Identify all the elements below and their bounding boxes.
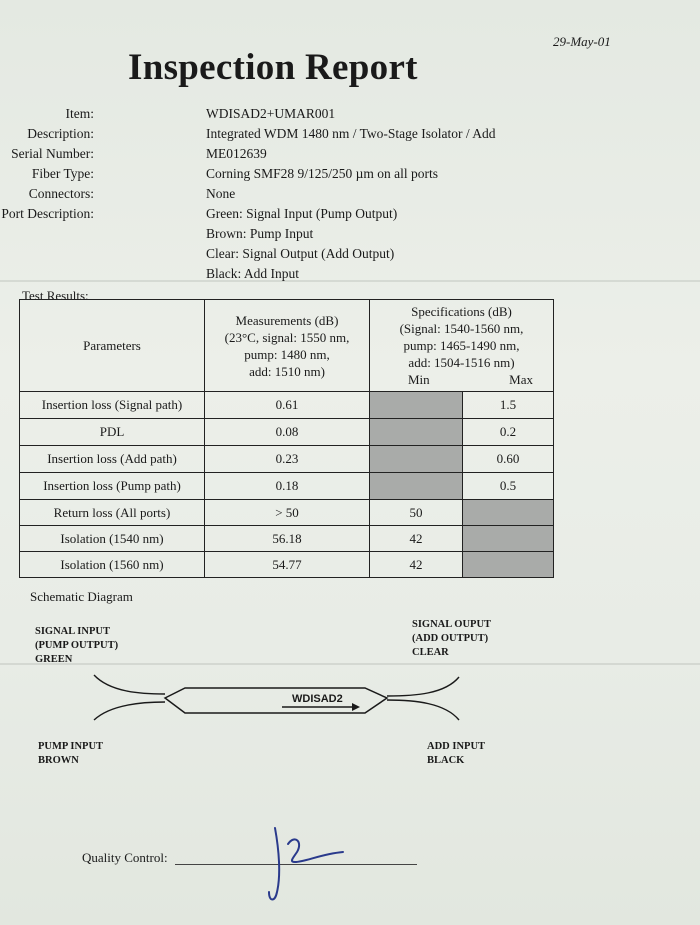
table-header-row <box>20 300 554 392</box>
min-header: Min <box>408 372 430 387</box>
info-row <box>0 106 600 126</box>
page-title: Inspection Report <box>128 47 418 88</box>
table-row <box>20 473 554 500</box>
pump-input-label: PUMP INPUT BROWN <box>38 741 104 766</box>
min-cell <box>370 473 463 500</box>
max-cell: 0.5 <box>463 473 554 500</box>
param-cell: Isolation (1540 nm) <box>20 526 205 552</box>
table-row <box>20 419 554 446</box>
measurements-header <box>205 300 370 392</box>
measured-cell: 0.18 <box>205 473 370 500</box>
test-results-label: Test Results: <box>22 288 89 303</box>
max-cell <box>463 526 554 552</box>
info-label: Item: <box>65 106 94 121</box>
info-value: Integrated WDM 1480 nm / Two-Stage Isolator / Add <box>206 126 496 141</box>
param-cell: Insertion loss (Pump path) <box>20 473 205 500</box>
signal-input-fiber <box>94 675 165 694</box>
schematic-diagram <box>0 600 700 750</box>
table-row <box>20 392 554 419</box>
param-cell: PDL <box>20 419 205 446</box>
measured-cell: > 50 <box>205 500 370 526</box>
info-label: Serial Number: <box>11 146 94 161</box>
param-cell: Insertion loss (Add path) <box>20 446 205 473</box>
max-cell <box>463 552 554 578</box>
measured-cell: 54.77 <box>205 552 370 578</box>
info-row <box>0 226 600 246</box>
measured-cell: 0.23 <box>205 446 370 473</box>
info-value: None <box>206 186 236 201</box>
info-row <box>0 126 600 146</box>
test-results-table <box>19 299 554 578</box>
info-label: Port Description: <box>1 206 94 221</box>
signal-output-fiber <box>387 677 459 696</box>
measured-cell: 0.08 <box>205 419 370 446</box>
specifications-header-line: Specifications (dB) <box>411 304 512 319</box>
info-row <box>0 146 600 166</box>
info-value: Black: Add Input <box>206 266 299 281</box>
info-value: ME012639 <box>206 146 267 161</box>
min-cell: 42 <box>370 526 463 552</box>
min-max-subheader <box>370 371 553 388</box>
signal-output-label: SIGNAL OUPUT (ADD OUTPUT) CLEAR <box>412 619 492 658</box>
param-cell: Insertion loss (Signal path) <box>20 392 205 419</box>
max-cell: 0.2 <box>463 419 554 446</box>
min-cell: 50 <box>370 500 463 526</box>
specifications-header-line: (Signal: 1540-1560 nm, <box>399 321 524 336</box>
info-label: Description: <box>27 126 94 141</box>
measurements-header-line: Measurements (dB) <box>235 312 339 328</box>
info-value: Clear: Signal Output (Add Output) <box>206 246 395 261</box>
min-cell <box>370 419 463 446</box>
measured-cell: 56.18 <box>205 526 370 552</box>
param-cell: Isolation (1560 nm) <box>20 552 205 578</box>
max-cell: 0.60 <box>463 446 554 473</box>
param-cell: Return loss (All ports) <box>20 500 205 526</box>
info-value: Corning SMF28 9/125/250 µm on all ports <box>206 166 439 181</box>
table-row <box>20 526 554 552</box>
pump-input-fiber <box>94 702 165 720</box>
measurements-header-line: (23°C, signal: 1550 nm, <box>224 329 350 345</box>
info-value: Brown: Pump Input <box>206 226 314 241</box>
info-row <box>0 266 600 286</box>
direction-arrowhead <box>352 703 360 711</box>
info-row <box>0 166 600 186</box>
min-cell: 42 <box>370 552 463 578</box>
info-row <box>0 186 600 206</box>
info-value: Green: Signal Input (Pump Output) <box>206 206 398 221</box>
min-cell <box>370 392 463 419</box>
parameters-header <box>20 300 205 392</box>
info-row <box>0 206 600 226</box>
info-value: WDISAD2+UMAR001 <box>206 106 336 121</box>
device-label: WDISAD2 <box>292 693 343 705</box>
schematic-title: Schematic Diagram <box>30 589 133 604</box>
specifications-header <box>370 300 554 392</box>
table-row <box>20 500 554 526</box>
max-header: Max <box>509 372 533 387</box>
table-row <box>20 552 554 578</box>
info-row <box>0 246 600 266</box>
table-row <box>20 446 554 473</box>
quality-control-label: Quality Control: <box>82 850 168 865</box>
info-label: Fiber Type: <box>31 166 94 181</box>
min-cell <box>370 446 463 473</box>
signal-input-label: SIGNAL INPUT (PUMP OUTPUT) GREEN <box>35 626 119 665</box>
max-cell: 1.5 <box>463 392 554 419</box>
report-date: 29-May-01 <box>553 34 611 49</box>
add-input-fiber <box>387 700 459 720</box>
measured-cell: 0.61 <box>205 392 370 419</box>
max-cell <box>463 500 554 526</box>
measurements-header-line: add: 1510 nm) <box>249 363 325 379</box>
add-input-label: ADD INPUT BLACK <box>427 741 486 766</box>
measurements-header-line: pump: 1480 nm, <box>244 346 330 362</box>
specifications-header-line: pump: 1465-1490 nm, <box>403 338 520 353</box>
parameters-header-label: Parameters <box>83 338 141 353</box>
signature <box>255 820 355 915</box>
info-label: Connectors: <box>28 186 94 201</box>
specifications-header-line: add: 1504-1516 nm) <box>408 355 515 370</box>
